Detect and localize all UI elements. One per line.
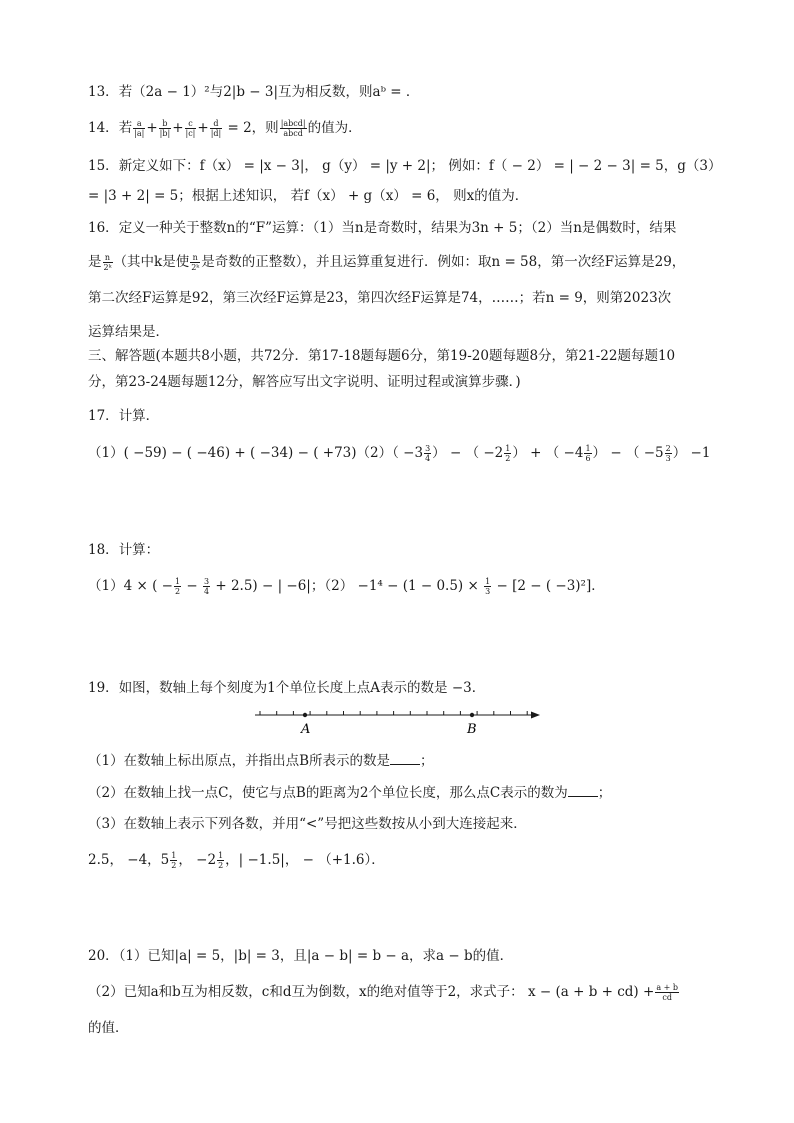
question-19-part-1 xyxy=(88,750,434,771)
question-text: 运算结果是． xyxy=(88,324,169,340)
question-20-part-1 xyxy=(88,946,513,966)
question-text: ； xyxy=(420,753,434,769)
question-number: 19． xyxy=(88,680,119,696)
fraction: $\frac{1}{2}$ xyxy=(174,577,181,596)
question-text: （2）在数轴上找一点C，使它与点B的距离为2个单位长度，那么点C表示的数为 xyxy=(88,785,568,801)
question-text: 的值为． xyxy=(307,120,362,136)
ticks xyxy=(260,711,527,715)
point-a-label: A xyxy=(301,722,311,737)
fraction: $\frac{n}{\text{2ᵏ}}$ xyxy=(191,253,200,272)
answer-blank[interactable] xyxy=(390,750,420,765)
question-text: （1）在数轴上标出原点，并指出点B所表示的数是 xyxy=(88,753,391,769)
question-text: ； xyxy=(597,785,612,801)
number-line xyxy=(250,700,550,740)
expression-1: + 2.5) − | −6|； xyxy=(211,578,325,594)
expression-2: （2） −1⁴ − (1 − 0.5) × xyxy=(324,578,484,594)
question-text: 第二次经F运算是92，第三次经F运算是23，第四次经F运算是74，……；若n = 9，则第2023次 xyxy=(88,290,672,306)
question-number: 15． xyxy=(88,158,119,174)
question-text: （其中k是使 xyxy=(113,254,190,270)
section-3-heading-line-1 xyxy=(88,346,675,366)
question-text: 是奇数的正整数），并且运算重复进行．例如：取n = 58，第一次经F运算是29， xyxy=(201,254,686,270)
question-18-parts: （1）4 × ( − $\frac{1}{2}$ − $\frac{3}{4}$ + 2.5) − | −6|；（2） −1⁴ − (1 − 0.5) × $\frac{1}{3}$ − [2 − ( −3)²]． xyxy=(88,577,605,596)
point-b-dot xyxy=(470,713,474,717)
question-text: （3）在数轴上表示下列各数，并用“<”号把这些数按从小到大连接起来． xyxy=(88,816,527,832)
fraction: $\frac{1}{2}$ xyxy=(171,851,177,870)
section-heading: 三、解答题(本题共8小题，共72分．第17-18题每题6分，第19-20题每题8分，第21-22题每题10 xyxy=(88,348,676,364)
question-19-numbers xyxy=(88,850,385,870)
question-text: 定义一种关于整数n的“F”运算：（1）当n是奇数时，结果为3n + 5；（2）当n是偶数时，结果 xyxy=(118,220,677,236)
question-text: 计算： xyxy=(118,542,160,558)
expression-2: （ −3 xyxy=(392,445,424,461)
expression-2: ） + （ −4 xyxy=(512,445,584,461)
expression-2: ） − （ −2 xyxy=(432,445,504,461)
fraction: $\frac{1}{2}$ xyxy=(505,444,511,463)
expression-2: − [2 − ( −3)²]． xyxy=(492,578,605,594)
question-16-line-4 xyxy=(88,322,169,342)
fraction: $\frac{\text{|abcd|}}{\text{abcd}}$ xyxy=(280,119,306,138)
question-number: 17． xyxy=(88,408,119,424)
fraction: $\frac{a + b}{cd}$ xyxy=(656,983,678,1002)
expression-2: ） −1 xyxy=(672,445,711,461)
question-18 xyxy=(88,540,159,560)
question-number: 18． xyxy=(88,542,119,558)
question-15-line-1 xyxy=(88,156,722,176)
question-text: 若（2a − 1）²与2|b − 3|互为相反数，则aᵇ = ． xyxy=(118,84,420,100)
question-number: 13． xyxy=(88,84,119,100)
number-list: ，| −1.5|， − （+1.6）． xyxy=(225,852,385,868)
expression-2: ） − （ −5 xyxy=(592,445,664,461)
fraction: $\frac{n}{\text{2ᵏ}}$ xyxy=(103,253,112,272)
question-text: 如图，数轴上每个刻度为1个单位长度上点A表示的数是 −3． xyxy=(118,680,486,696)
question-16-line-1 xyxy=(88,218,676,238)
fraction: $\frac{1}{6}$ xyxy=(585,444,591,463)
fraction: $\frac{a}{|a|}$ xyxy=(134,119,145,138)
question-text: 计算． xyxy=(118,408,160,424)
question-17 xyxy=(88,406,159,426)
fraction: $\frac{c}{|c|}$ xyxy=(185,119,196,138)
fraction: $\frac{1}{2}$ xyxy=(218,851,224,870)
expression-1: （1）4 × ( − xyxy=(88,578,173,594)
fraction: $\frac{2}{3}$ xyxy=(665,444,671,463)
question-text: 若 xyxy=(118,120,133,136)
section-heading: 分，第23-24题每题12分，解答应写出文字说明、证明过程或演算步骤．) xyxy=(88,374,521,390)
question-19 xyxy=(88,678,485,698)
question-number: 16． xyxy=(88,220,119,236)
point-b-label: B xyxy=(467,722,477,737)
fraction: $\frac{b}{|b|}$ xyxy=(159,119,171,138)
point-a-dot xyxy=(303,713,307,717)
arrow-icon xyxy=(531,712,540,719)
question-14: 14．若 $\frac{a}{|a|}$ + $\frac{b}{|b|}$ + $\frac{c}{|c|}$ + $\frac{d}{|d|}$ = 2，则 $\frac{\text{|abcd|}}{\text{abcd}}$ 的值为． xyxy=(88,119,362,138)
fraction: $\frac{1}{3}$ xyxy=(485,577,491,596)
question-20-part-2 xyxy=(88,982,680,1002)
question-text: 的值． xyxy=(88,1020,129,1036)
question-text: = |3 + 2| = 5；根据上述知识， 若f（x） + g（x） = 6， 则x的值为． xyxy=(88,188,529,204)
question-19-part-3 xyxy=(88,814,527,834)
number-list: ， −2 xyxy=(178,852,217,868)
expression-1: （1）( −59) − ( −46) + ( −34) − ( +73) xyxy=(88,445,357,461)
question-text: = 2，则 xyxy=(223,120,279,136)
question-text: （2）已知a和b互为相反数，c和d互为倒数，x的绝对值等于2，求式子： x − (a + b + cd) + xyxy=(88,984,655,1000)
answer-blank[interactable] xyxy=(568,782,598,797)
question-20-part-2-end xyxy=(88,1018,129,1038)
section-3-heading-line-2 xyxy=(88,372,521,392)
number-list: 2.5， −4，5 xyxy=(88,852,170,868)
question-15-line-2 xyxy=(88,186,528,206)
question-text: 是 xyxy=(88,254,102,270)
question-17-parts xyxy=(88,443,710,463)
question-19-part-2 xyxy=(88,782,611,803)
question-number: 14． xyxy=(88,120,119,136)
fraction: $\frac{3}{4}$ xyxy=(203,577,210,596)
fraction: $\frac{d}{|d|}$ xyxy=(210,119,222,138)
part-label: （2） xyxy=(356,445,393,461)
question-16-line-2 xyxy=(88,252,685,272)
fraction: $\frac{3}{4}$ xyxy=(425,444,431,463)
question-text: （1）已知|a| = 5，|b| = 3，且|a − b| = b − a，求a − b的值． xyxy=(118,948,514,964)
question-16-line-3 xyxy=(88,288,671,308)
question-text: 新定义如下：f（x） = |x − 3|， g（y） = |y + 2|； 例如：f（ − 2） = | − 2 − 3| = 5，g（3） xyxy=(118,158,722,174)
question-13 xyxy=(88,82,419,102)
question-number: 20． xyxy=(88,948,119,964)
